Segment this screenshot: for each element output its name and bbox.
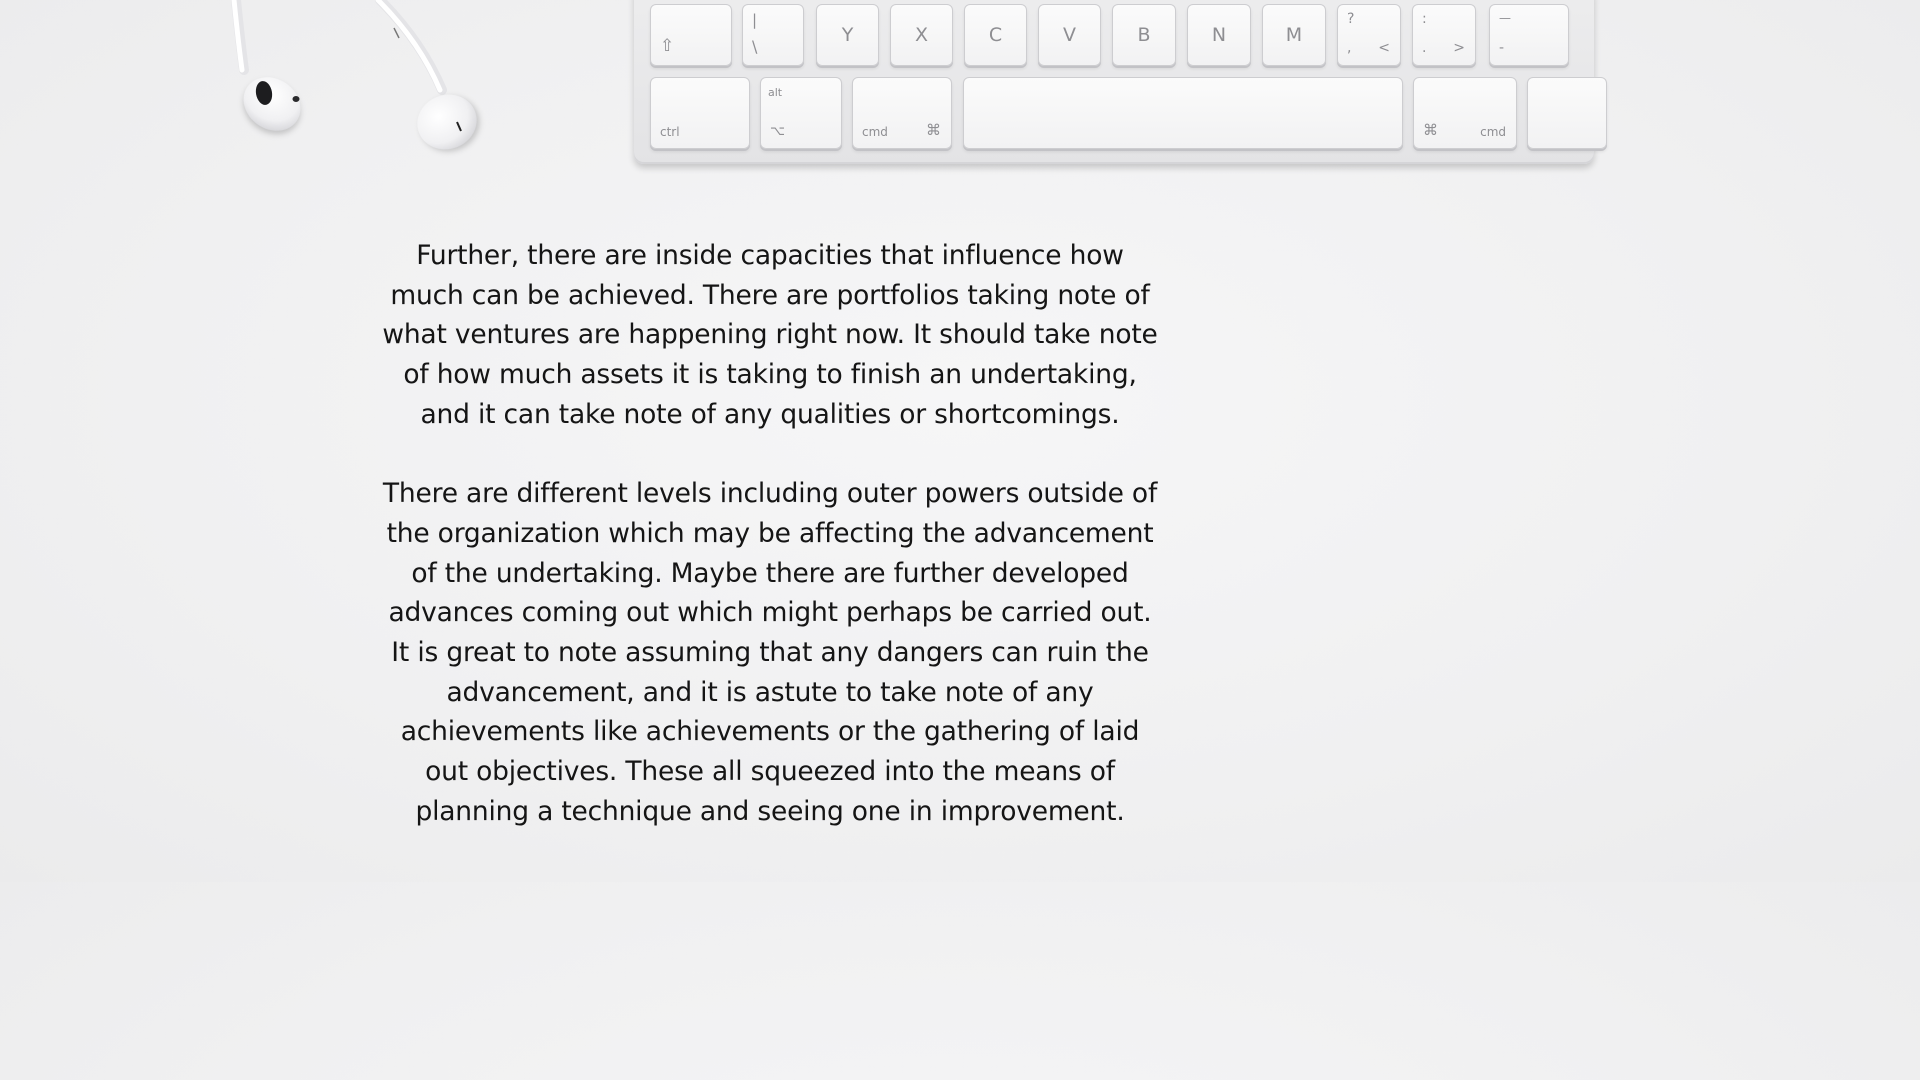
paragraph-2-line: It is great to note assuming that any dangers can ruin the — [391, 637, 1149, 669]
command-icon: ⌘ — [926, 121, 941, 139]
key-period — [1412, 4, 1476, 66]
body-copy — [320, 236, 1220, 832]
key-bottom-legend: , — [1347, 40, 1352, 56]
key-label: V — [1063, 24, 1076, 46]
key-bottom-legend: . — [1422, 40, 1427, 56]
key-label: C — [988, 24, 1003, 46]
key-bottom-legend: - — [1499, 40, 1505, 56]
key-alt-right — [1527, 77, 1607, 149]
key-comma — [1337, 4, 1401, 66]
key-top-legend: — — [1499, 11, 1511, 25]
key-top-legend: ? — [1347, 11, 1355, 27]
paragraph-2-line: advancement, and it is astute to take note of any — [446, 676, 1094, 708]
key-c — [964, 4, 1027, 66]
key-ctrl — [650, 77, 750, 149]
key-alt — [760, 77, 842, 149]
key-backslash — [742, 4, 804, 66]
command-icon: ⌘ — [1423, 121, 1438, 139]
key-x — [890, 4, 953, 66]
key-minus — [1489, 4, 1569, 66]
key-top-legend: alt — [768, 86, 783, 99]
paragraph-1-line: of how much assets it is taking to finish an undertaking, — [403, 359, 1137, 391]
paragraph-2-line: of the undertaking. Maybe there are further developed — [411, 557, 1129, 589]
shift-icon: ⇧ — [660, 36, 675, 56]
key-label: X — [914, 24, 929, 46]
key-label: Y — [841, 24, 854, 46]
key-top-legend: | — [752, 11, 758, 29]
paragraph-1-line: much can be achieved. There are portfolios taking note of — [390, 279, 1150, 311]
paragraph-1-line: and it can take note of any qualities or shortcomings. — [420, 398, 1120, 430]
key-v — [1038, 4, 1101, 66]
key-bottom-right-legend: < — [1378, 40, 1390, 56]
key-n — [1187, 4, 1251, 66]
key-b — [1112, 4, 1176, 66]
key-bottom-right-legend: > — [1453, 40, 1465, 56]
keyboard — [634, 0, 1594, 164]
key-label: cmd — [862, 125, 888, 139]
paragraph-2-line: out objectives. These all squeezed into the means of — [425, 756, 1115, 788]
paragraph-1-line: what ventures are happening right now. It should take note — [382, 319, 1158, 351]
paragraph-1-line: Further, there are inside capacities that influence how — [416, 240, 1124, 271]
option-icon: ⌥ — [770, 124, 785, 139]
key-bottom-legend: \ — [752, 37, 758, 56]
key-cmd-right — [1413, 77, 1517, 149]
key-label: M — [1285, 24, 1303, 46]
paragraph-2-line: There are different levels including outer powers outside of — [382, 478, 1158, 510]
key-m — [1262, 4, 1326, 66]
paragraph-2-line: achievements like achievements or the gathering of laid — [400, 716, 1140, 748]
earphones-image — [200, 0, 500, 170]
paragraph-2-line: the organization which may be affecting the advancement — [386, 517, 1154, 549]
key-label: ctrl — [660, 125, 680, 139]
key-top-legend: : — [1422, 11, 1427, 27]
key-shift — [650, 4, 732, 66]
key-label: cmd — [1480, 125, 1506, 139]
key-label: N — [1211, 24, 1227, 46]
key-y — [816, 4, 879, 66]
key-space — [963, 77, 1403, 149]
key-cmd-left — [852, 77, 952, 149]
paragraph-spacer — [320, 435, 1220, 475]
paragraph-2-line: advances coming out which might perhaps be carried out. — [388, 597, 1152, 629]
paragraph-2-line: planning a technique and seeing one in improvement. — [415, 795, 1125, 827]
key-label: B — [1137, 24, 1151, 46]
